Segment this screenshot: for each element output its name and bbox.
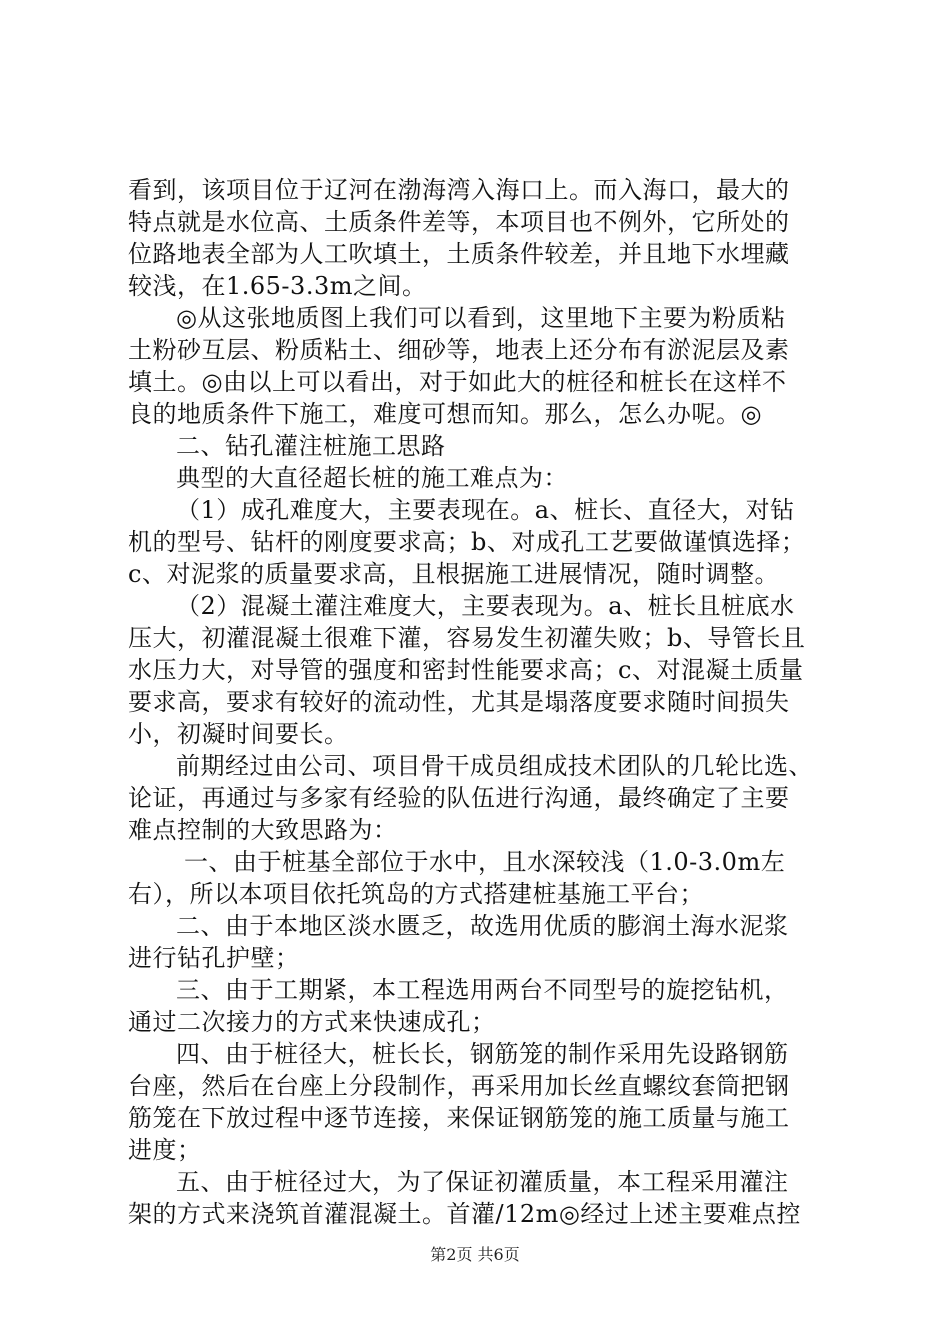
text-line: 看到，该项目位于辽河在渤海湾入海口上。而入海口，最大的 <box>128 176 790 204</box>
text-line: 填土。◎由以上可以看出，对于如此大的桩径和桩长在这样不 <box>128 368 787 396</box>
text-line: ◎从这张地质图上我们可以看到，这里地下主要为粉质粘 <box>176 304 786 332</box>
text-line: 典型的大直径超长桩的施工难点为： <box>176 464 568 492</box>
text-line: 水压力大，对导管的强度和密封性能要求高；c、对混凝土质量 <box>128 656 804 684</box>
text-line: 小，初凝时间要长。 <box>128 720 349 748</box>
section-heading: 二、钻孔灌注桩施工思路 <box>176 432 446 460</box>
text-line: 通过二次接力的方式来快速成孔； <box>128 1008 496 1036</box>
text-line: 难点控制的大致思路为： <box>128 816 398 844</box>
text-line: 前期经过由公司、项目骨干成员组成技术团队的几轮比选、 <box>176 752 813 780</box>
text-line: 土粉砂互层、粉质粘土、细砂等，地表上还分布有淤泥层及素 <box>128 336 790 364</box>
text-line: 右），所以本项目依托筑岛的方式搭建桩基施工平台； <box>128 880 704 908</box>
text-line: 五、由于桩径过大，为了保证初灌质量，本工程采用灌注 <box>176 1168 789 1196</box>
text-line: 架的方式来浇筑首灌混凝土。首灌/12m◎经过上述主要难点控 <box>128 1200 801 1228</box>
text-line: 台座，然后在台座上分段制作，再采用加长丝直螺纹套筒把钢 <box>128 1072 790 1100</box>
text-line: 机的型号、钻杆的刚度要求高；b、对成孔工艺要做谨慎选择； <box>128 528 806 556</box>
text-line: 良的地质条件下施工，难度可想而知。那么，怎么办呢。◎ <box>128 400 762 428</box>
text-line: 特点就是水位高、土质条件差等，本项目也不例外，它所处的 <box>128 208 790 236</box>
text-line: 四、由于桩径大，桩长长，钢筋笼的制作采用先设路钢筋 <box>176 1040 789 1068</box>
text-line: c、对泥浆的质量要求高，且根据施工进展情况，随时调整。 <box>128 560 779 588</box>
text-line: 进行钻孔护壁； <box>128 944 300 972</box>
text-line: 论证，再通过与多家有经验的队伍进行沟通，最终确定了主要 <box>128 784 790 812</box>
text-line: 一、由于桩基全部位于水中，且水深较浅（1.0-3.0m左 <box>184 848 786 876</box>
text-line: 要求高，要求有较好的流动性，尤其是塌落度要求随时间损失 <box>128 688 790 716</box>
text-line: （2）混凝土灌注难度大，主要表现为。a、桩长且桩底水 <box>176 592 795 620</box>
text-line: （1）成孔难度大，主要表现在。a、桩长、直径大，对钻 <box>176 496 795 524</box>
text-line: 较浅，在1.65-3.3m之间。 <box>128 272 427 300</box>
text-line: 进度； <box>128 1136 202 1164</box>
text-line: 二、由于本地区淡水匮乏，故选用优质的膨润土海水泥浆 <box>176 912 789 940</box>
text-line: 筋笼在下放过程中逐节连接，来保证钢筋笼的施工质量与施工 <box>128 1104 790 1132</box>
page-footer: 第2页 共6页 <box>430 1245 520 1264</box>
text-line: 三、由于工期紧，本工程选用两台不同型号的旋挖钻机， <box>176 976 789 1004</box>
text-line: 压大，初灌混凝土很难下灌，容易发生初灌失败；b、导管长且 <box>128 624 806 652</box>
text-line: 位路地表全部为人工吹填土，土质条件较差，并且地下水埋藏 <box>128 240 790 268</box>
